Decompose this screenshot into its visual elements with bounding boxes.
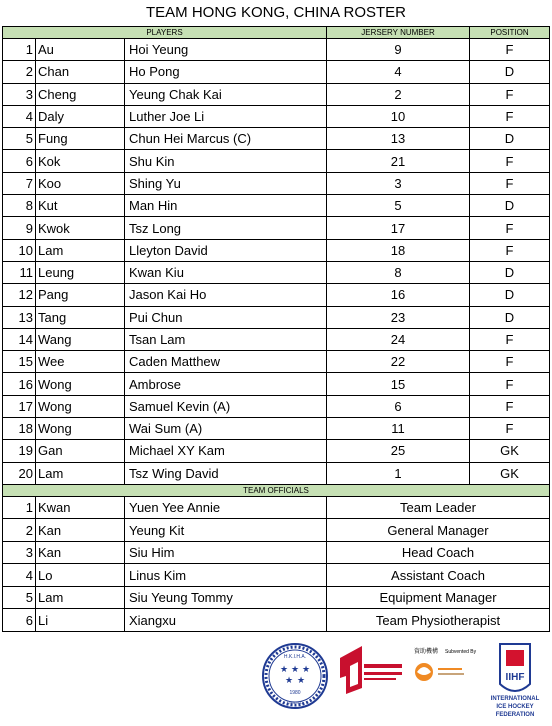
- official-given-name: Siu Yeung Tommy: [125, 586, 327, 609]
- player-row: [3, 261, 550, 283]
- government-logo: [340, 646, 402, 694]
- official-row: [3, 586, 550, 609]
- player-jersey-number: 22: [327, 351, 470, 373]
- player-jersey-number: 16: [327, 284, 470, 306]
- iihf-name-line2: ICE HOCKEY: [496, 704, 534, 710]
- player-position: F: [470, 105, 550, 127]
- player-position: F: [470, 172, 550, 194]
- player-number: 8: [3, 195, 36, 217]
- player-row: [3, 128, 550, 150]
- player-surname: Leung: [36, 261, 125, 283]
- player-row: [3, 105, 550, 127]
- svg-text:★: ★: [279, 664, 289, 674]
- official-role: Assistant Coach: [327, 564, 550, 587]
- player-position: F: [470, 395, 550, 417]
- iihf-letters: IIHF: [505, 672, 525, 683]
- player-number: 20: [3, 462, 36, 484]
- player-number: 15: [3, 351, 36, 373]
- player-given-name: Tsz Long: [125, 217, 327, 239]
- player-position: D: [470, 261, 550, 283]
- player-number: 6: [3, 150, 36, 172]
- official-given-name: Yuen Yee Annie: [125, 496, 327, 519]
- player-jersey-number: 15: [327, 373, 470, 395]
- official-row: [3, 496, 550, 519]
- official-role: Team Physiotherapist: [327, 609, 550, 632]
- subvented-by-label: Subvented By: [445, 649, 477, 655]
- player-given-name: Caden Matthew: [125, 351, 327, 373]
- player-surname: Chan: [36, 61, 125, 83]
- hkiha-bottom: LIMITED: [287, 700, 303, 705]
- svg-text:★: ★: [290, 664, 300, 674]
- player-surname: Koo: [36, 172, 125, 194]
- official-given-name: Xiangxu: [125, 609, 327, 632]
- player-row: [3, 239, 550, 261]
- player-surname: Au: [36, 39, 125, 61]
- players-body: [3, 39, 550, 485]
- player-row: [3, 217, 550, 239]
- player-position: F: [470, 239, 550, 261]
- officials-body: [3, 496, 550, 631]
- player-jersey-number: 9: [327, 39, 470, 61]
- player-position: D: [470, 61, 550, 83]
- player-jersey-number: 3: [327, 172, 470, 194]
- player-number: 10: [3, 239, 36, 261]
- player-jersey-number: 18: [327, 239, 470, 261]
- official-role: General Manager: [327, 519, 550, 542]
- player-number: 4: [3, 105, 36, 127]
- player-number: 19: [3, 440, 36, 462]
- official-role: Head Coach: [327, 541, 550, 564]
- player-jersey-number: 21: [327, 150, 470, 172]
- player-jersey-number: 10: [327, 105, 470, 127]
- player-surname: Kok: [36, 150, 125, 172]
- official-surname: Kwan: [36, 496, 125, 519]
- svg-text:★: ★: [301, 664, 311, 674]
- player-jersey-number: 17: [327, 217, 470, 239]
- player-position: F: [470, 351, 550, 373]
- player-number: 11: [3, 261, 36, 283]
- player-surname: Lam: [36, 239, 125, 261]
- iihf-name-line3: FEDERATION: [495, 712, 535, 718]
- official-role: Equipment Manager: [327, 586, 550, 609]
- iihf-logo: [491, 644, 540, 718]
- player-surname: Gan: [36, 440, 125, 462]
- player-surname: Pang: [36, 284, 125, 306]
- official-role: Team Leader: [327, 496, 550, 519]
- player-row: [3, 61, 550, 83]
- player-row: [3, 83, 550, 105]
- official-surname: Lo: [36, 564, 125, 587]
- player-position: D: [470, 284, 550, 306]
- player-number: 2: [3, 61, 36, 83]
- player-number: 17: [3, 395, 36, 417]
- sponsor-logos: [0, 628, 552, 721]
- player-given-name: Jason Kai Ho: [125, 284, 327, 306]
- player-position: F: [470, 418, 550, 440]
- svg-text:★: ★: [284, 675, 294, 685]
- player-given-name: Shu Kin: [125, 150, 327, 172]
- player-given-name: Yeung Chak Kai: [125, 83, 327, 105]
- player-surname: Tang: [36, 306, 125, 328]
- official-surname: Li: [36, 609, 125, 632]
- player-jersey-number: 8: [327, 261, 470, 283]
- player-given-name: Samuel Kevin (A): [125, 395, 327, 417]
- player-number: 16: [3, 373, 36, 395]
- player-given-name: Tsz Wing David: [125, 462, 327, 484]
- official-row: [3, 519, 550, 542]
- position-column-header: POSITION: [470, 27, 550, 39]
- official-number: 4: [3, 564, 36, 587]
- official-number: 3: [3, 541, 36, 564]
- player-given-name: Shing Yu: [125, 172, 327, 194]
- player-surname: Kut: [36, 195, 125, 217]
- officials-header: TEAM OFFICIALS: [3, 484, 550, 496]
- player-given-name: Tsan Lam: [125, 328, 327, 350]
- logos-svg: [0, 628, 552, 721]
- player-row: [3, 462, 550, 484]
- player-number: 1: [3, 39, 36, 61]
- players-column-header: PLAYERS: [3, 27, 327, 39]
- official-number: 1: [3, 496, 36, 519]
- player-position: GK: [470, 462, 550, 484]
- player-surname: Cheng: [36, 83, 125, 105]
- official-given-name: Siu Him: [125, 541, 327, 564]
- player-given-name: Michael XY Kam: [125, 440, 327, 462]
- player-surname: Lam: [36, 462, 125, 484]
- player-given-name: Hoi Yeung: [125, 39, 327, 61]
- player-given-name: Man Hin: [125, 195, 327, 217]
- player-jersey-number: 5: [327, 195, 470, 217]
- iihf-name-line1: INTERNATIONAL: [490, 696, 540, 702]
- player-jersey-number: 1: [327, 462, 470, 484]
- player-jersey-number: 23: [327, 306, 470, 328]
- player-row: [3, 440, 550, 462]
- player-position: D: [470, 306, 550, 328]
- player-number: 14: [3, 328, 36, 350]
- official-surname: Kan: [36, 519, 125, 542]
- player-jersey-number: 6: [327, 395, 470, 417]
- hkiha-year: 1980: [289, 690, 301, 696]
- roster-title: TEAM HONG KONG, CHINA ROSTER: [145, 4, 407, 21]
- official-surname: Kan: [36, 541, 125, 564]
- player-row: [3, 150, 550, 172]
- player-number: 5: [3, 128, 36, 150]
- player-row: [3, 306, 550, 328]
- player-given-name: Ho Pong: [125, 61, 327, 83]
- official-number: 5: [3, 586, 36, 609]
- player-given-name: Wai Sum (A): [125, 418, 327, 440]
- player-surname: Wong: [36, 395, 125, 417]
- player-row: [3, 418, 550, 440]
- player-given-name: Ambrose: [125, 373, 327, 395]
- official-number: 2: [3, 519, 36, 542]
- player-jersey-number: 25: [327, 440, 470, 462]
- player-row: [3, 172, 550, 194]
- player-given-name: Pui Chun: [125, 306, 327, 328]
- player-position: GK: [470, 440, 550, 462]
- player-position: F: [470, 217, 550, 239]
- player-jersey-number: 11: [327, 418, 470, 440]
- player-position: F: [470, 328, 550, 350]
- player-surname: Kwok: [36, 217, 125, 239]
- player-row: [3, 395, 550, 417]
- player-position: F: [470, 39, 550, 61]
- player-jersey-number: 2: [327, 83, 470, 105]
- player-number: 7: [3, 172, 36, 194]
- player-surname: Fung: [36, 128, 125, 150]
- players-header-row: [3, 27, 550, 39]
- player-row: [3, 351, 550, 373]
- player-number: 3: [3, 83, 36, 105]
- player-surname: Wee: [36, 351, 125, 373]
- subvented-by-block: [414, 647, 477, 681]
- player-row: [3, 373, 550, 395]
- player-position: F: [470, 83, 550, 105]
- player-number: 12: [3, 284, 36, 306]
- player-surname: Daly: [36, 105, 125, 127]
- player-row: [3, 284, 550, 306]
- player-given-name: Chun Hei Marcus (C): [125, 128, 327, 150]
- player-position: F: [470, 373, 550, 395]
- official-number: 6: [3, 609, 36, 632]
- official-surname: Lam: [36, 586, 125, 609]
- player-position: D: [470, 128, 550, 150]
- player-jersey-number: 4: [327, 61, 470, 83]
- officials-header-row: [3, 484, 550, 496]
- official-given-name: Yeung Kit: [125, 519, 327, 542]
- official-given-name: Linus Kim: [125, 564, 327, 587]
- player-number: 13: [3, 306, 36, 328]
- player-surname: Wang: [36, 328, 125, 350]
- player-given-name: Lleyton David: [125, 239, 327, 261]
- player-given-name: Luther Joe Li: [125, 105, 327, 127]
- player-position: D: [470, 195, 550, 217]
- jersey-column-header: JERSERY NUMBER: [327, 27, 470, 39]
- funded-by-label: 資助機構: [414, 649, 439, 655]
- player-row: [3, 39, 550, 61]
- player-jersey-number: 13: [327, 128, 470, 150]
- player-number: 18: [3, 418, 36, 440]
- player-surname: Wong: [36, 373, 125, 395]
- roster-table: [2, 26, 550, 632]
- official-row: [3, 541, 550, 564]
- svg-text:★: ★: [296, 675, 306, 685]
- player-row: [3, 328, 550, 350]
- player-position: F: [470, 150, 550, 172]
- hkiha-label: H.K.I.H.A.: [283, 654, 307, 660]
- player-surname: Wong: [36, 418, 125, 440]
- player-jersey-number: 24: [327, 328, 470, 350]
- official-row: [3, 564, 550, 587]
- player-number: 9: [3, 217, 36, 239]
- player-row: [3, 195, 550, 217]
- hkiha-logo: [263, 644, 327, 708]
- player-given-name: Kwan Kiu: [125, 261, 327, 283]
